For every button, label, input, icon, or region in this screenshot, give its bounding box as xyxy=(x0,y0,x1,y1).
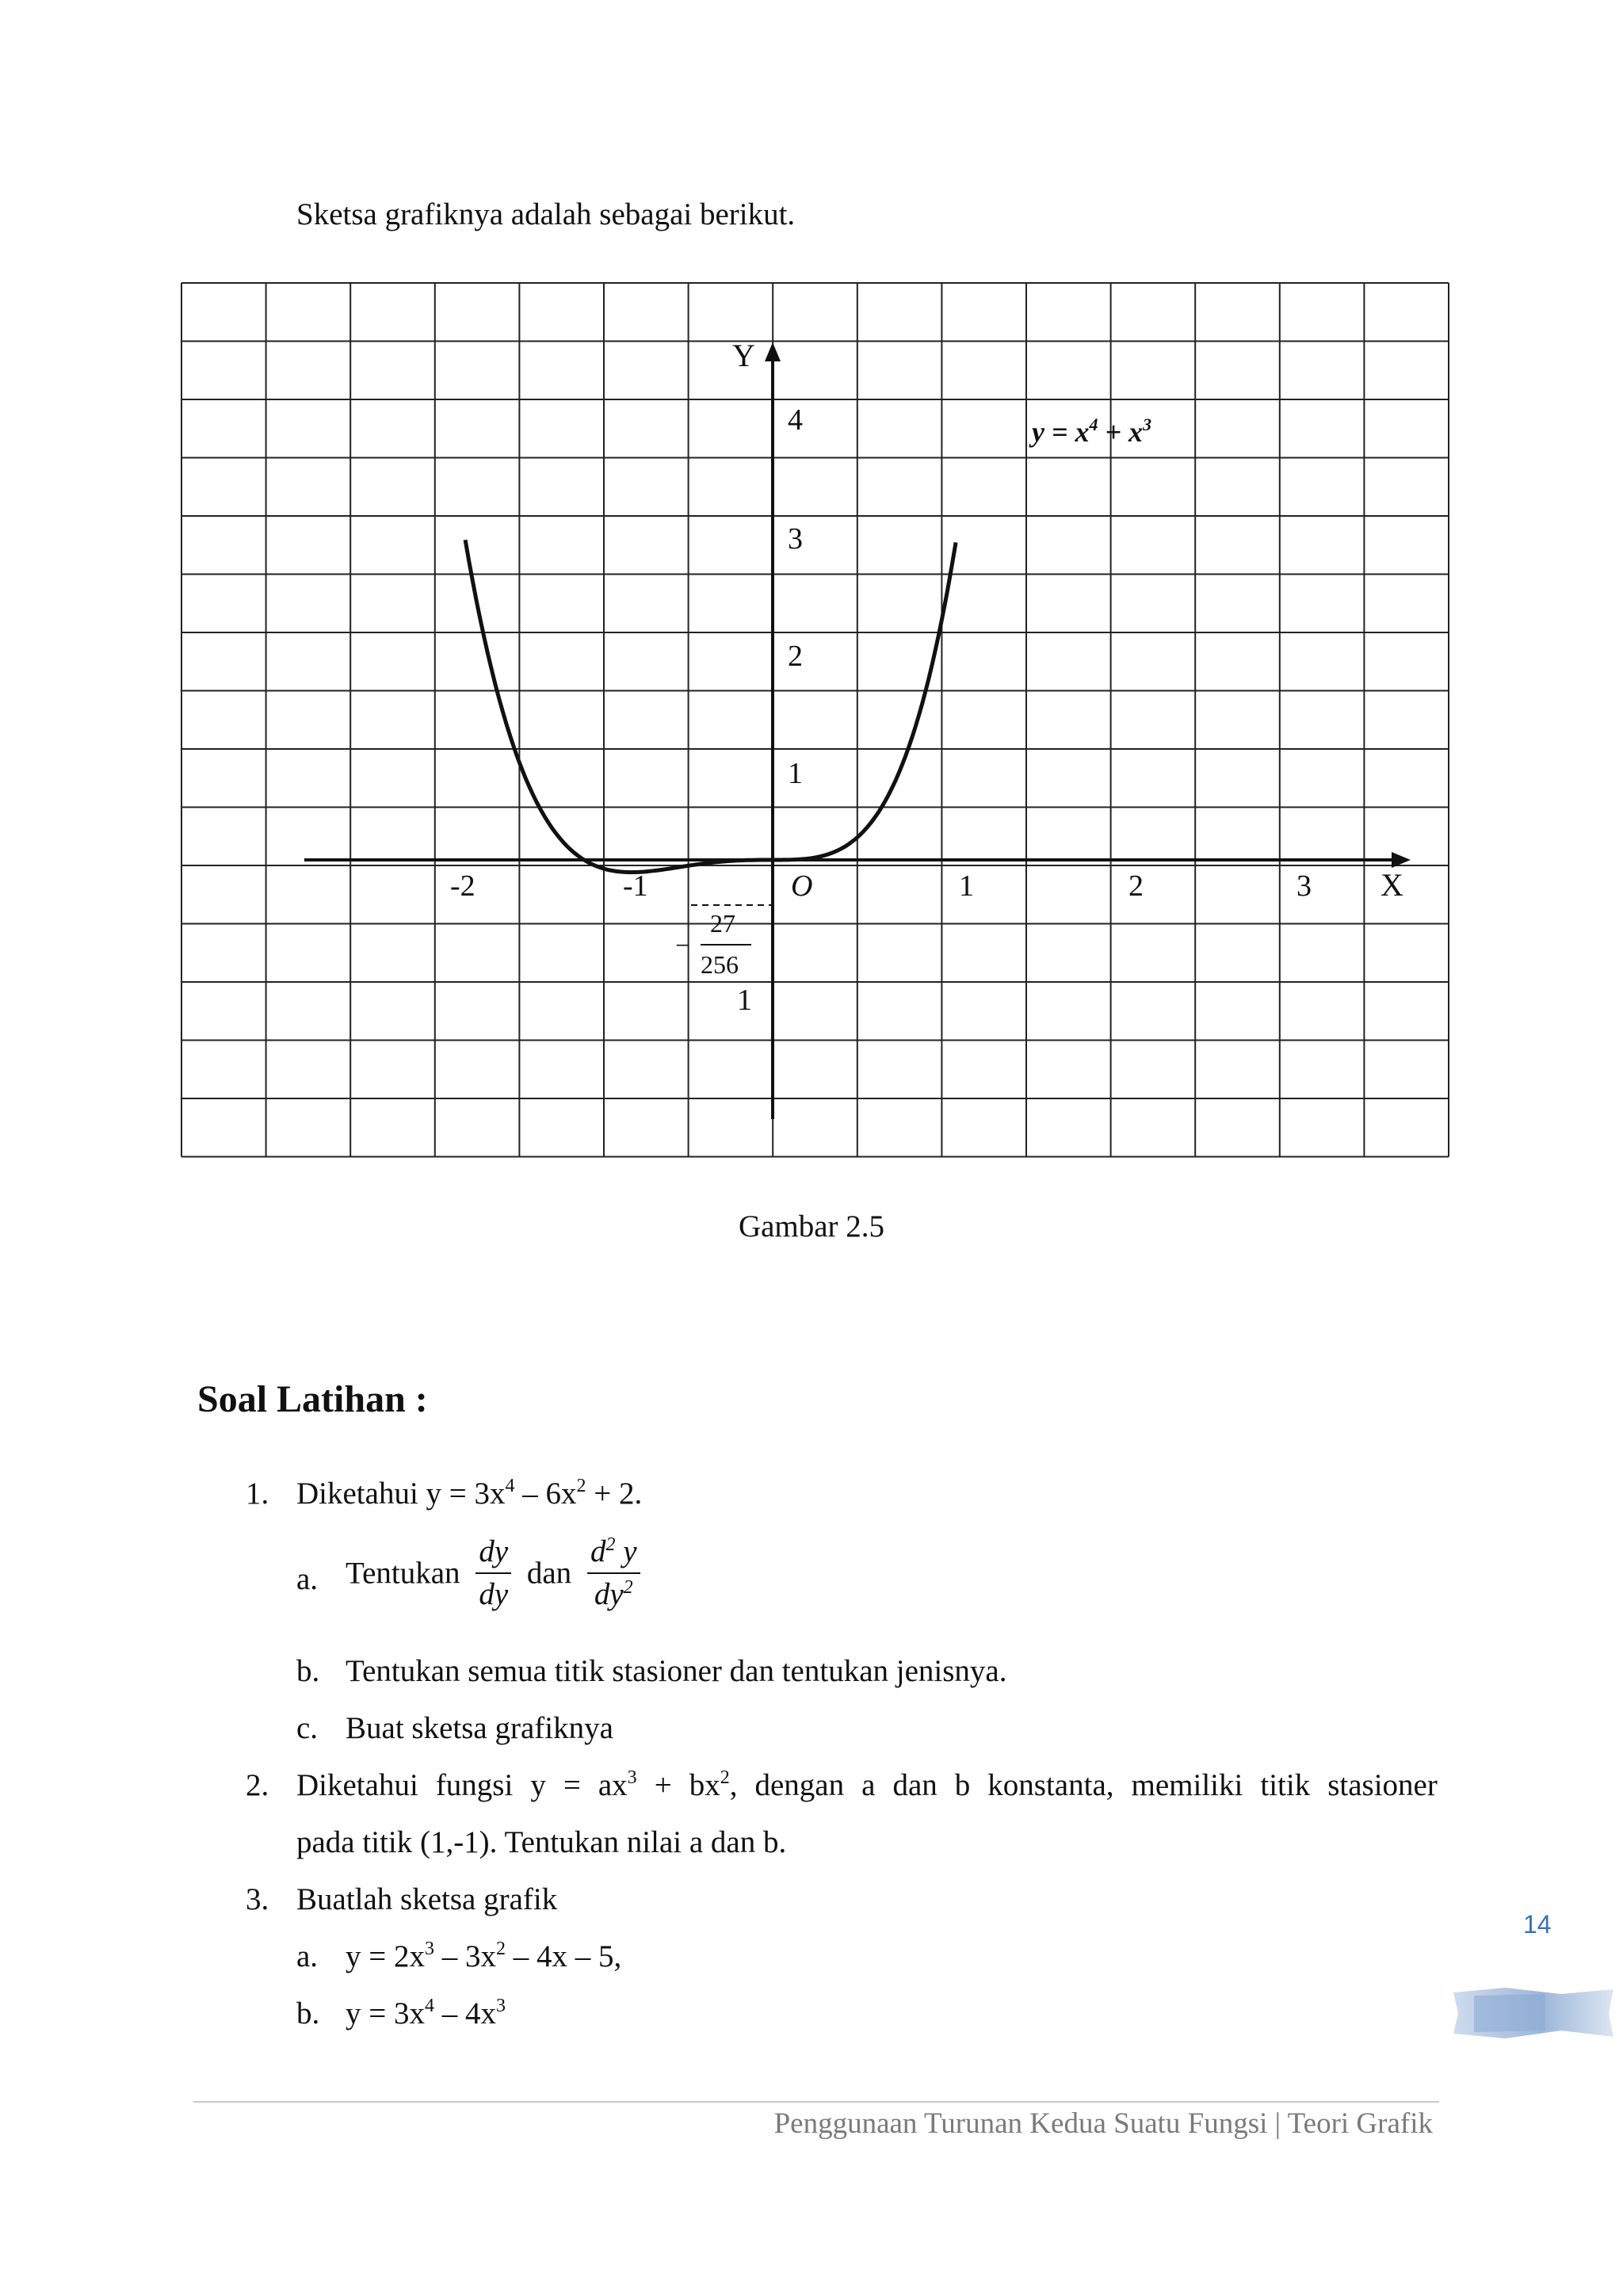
q1a-frac2-num-exp: 2 xyxy=(605,1534,616,1555)
q2-line1 xyxy=(296,1767,1438,1803)
q1a-frac1-num: dy xyxy=(475,1534,511,1574)
y-tick-1: 1 xyxy=(788,757,803,790)
q2-number: 2. xyxy=(246,1768,269,1802)
x-tick-1: 1 xyxy=(959,869,974,903)
decoration-ribbon-highlight xyxy=(1474,1994,1545,2032)
q2-bx: bx xyxy=(689,1768,720,1802)
q2-word: y xyxy=(530,1768,546,1802)
neg-y-label: 1 xyxy=(737,984,752,1017)
q1a-word: Tentukan xyxy=(346,1556,460,1591)
curve-label-exp2: 3 xyxy=(1143,415,1152,434)
q3a-mid: – 3x xyxy=(434,1939,496,1973)
q3a-exp2: 2 xyxy=(496,1939,506,1959)
q1a-frac2-den-exp: 2 xyxy=(623,1577,633,1598)
q2-line2: pada titik (1,-1). Tentukan nilai a dan b. xyxy=(296,1825,787,1859)
q1-text xyxy=(296,1476,642,1511)
q2-word: konstanta, xyxy=(987,1768,1114,1802)
q1-exp2: 2 xyxy=(576,1476,586,1496)
q1a-label: a. xyxy=(296,1562,319,1596)
curve-label-base: y = x xyxy=(1032,416,1090,448)
y-tick-4: 4 xyxy=(788,403,803,437)
page-number: 14 xyxy=(1523,1910,1552,1939)
y-axis-label: Y xyxy=(732,338,755,373)
y-axis-arrow xyxy=(765,342,781,361)
q2-word: + xyxy=(654,1768,672,1802)
q3a-exp1: 3 xyxy=(425,1939,434,1959)
q1a-frac2-den xyxy=(587,1574,640,1612)
y-tick-2: 2 xyxy=(788,640,803,673)
q2-word: memiliki xyxy=(1131,1768,1243,1802)
curve-label-exp1: 4 xyxy=(1089,415,1098,434)
footer-text: Penggunaan Turunan Kedua Suatu Fungsi | Teori Grafik xyxy=(773,2107,1433,2140)
q1-number: 1. xyxy=(246,1477,269,1511)
q1a-frac2-num-d: d xyxy=(590,1534,606,1568)
q1b-text: Tentukan semua titik stasioner dan tentukan jenisnya. xyxy=(346,1654,1007,1688)
q1c-label: c. xyxy=(296,1711,319,1745)
q1b-label: b. xyxy=(296,1654,320,1688)
function-graph xyxy=(178,279,1450,1159)
q2-word: dengan xyxy=(754,1768,845,1802)
q2-word: fungsi xyxy=(435,1768,514,1802)
origin-label: O xyxy=(791,869,813,903)
x-tick-2: 2 xyxy=(1128,869,1144,903)
q2-word: titik xyxy=(1260,1768,1311,1802)
q3a-label: a. xyxy=(296,1939,319,1973)
q2-ax: ax xyxy=(598,1768,628,1802)
q2-word: = xyxy=(563,1768,581,1802)
q2-word: Diketahui xyxy=(296,1768,418,1802)
min-value-denominator: 256 xyxy=(701,950,739,979)
q1-text-base: Diketahui y = 3x xyxy=(296,1477,506,1511)
q3a-text xyxy=(346,1939,621,1974)
q1a-frac1-den: dy xyxy=(479,1577,509,1611)
q1-exp1: 4 xyxy=(505,1476,515,1496)
grid xyxy=(181,283,1449,1157)
q3a-tail: – 4x – 5, xyxy=(506,1939,622,1973)
x-tick-3: 3 xyxy=(1296,869,1312,903)
q1a-text xyxy=(346,1534,648,1612)
min-value-numerator: 27 xyxy=(710,909,735,938)
intro-text: Sketsa grafiknya adalah sebagai berikut. xyxy=(296,197,796,231)
q1a-fraction-1 xyxy=(475,1534,511,1612)
q1-text-tail: + 2. xyxy=(586,1477,643,1511)
q1a-frac2-den-base: dy xyxy=(594,1577,624,1611)
page-corner-decoration xyxy=(1450,1981,1617,2045)
q1-text-mid: – 6x xyxy=(514,1477,577,1511)
q2-word: dan xyxy=(892,1768,938,1802)
figure-caption: Gambar 2.5 xyxy=(738,1209,885,1244)
q3b-exp1: 4 xyxy=(425,1996,434,2016)
q2-term-ax xyxy=(598,1767,637,1803)
q3a-base: y = 2x xyxy=(346,1939,425,1973)
q1a-frac2-num-y: y xyxy=(615,1534,637,1568)
q3-number: 3. xyxy=(246,1882,269,1916)
y-tick-3: 3 xyxy=(788,522,803,556)
q2-ax-exp: 3 xyxy=(627,1767,637,1788)
x-axis-label: X xyxy=(1381,867,1403,903)
q2-word: b xyxy=(954,1768,971,1802)
footer-divider xyxy=(193,2101,1439,2103)
q3b-mid: – 4x xyxy=(434,1996,496,2030)
q2-word: a xyxy=(861,1768,876,1802)
q3b-base: y = 3x xyxy=(346,1996,425,2030)
q1a-fraction-2 xyxy=(587,1534,640,1612)
curve-label-plus: + x xyxy=(1098,416,1144,448)
q1c-text: Buat sketsa grafiknya xyxy=(346,1711,613,1745)
q3b-exp2: 3 xyxy=(496,1996,506,2016)
curve-y-x4-plus-x3 xyxy=(465,540,956,872)
q3-text: Buatlah sketsa grafik xyxy=(296,1882,558,1916)
q1a-dan: dan xyxy=(526,1556,572,1591)
section-title: Soal Latihan : xyxy=(197,1378,428,1420)
x-tick-neg-1: -1 xyxy=(623,869,648,903)
q2-word: stasioner xyxy=(1327,1768,1438,1802)
q2-bx-exp: 2 xyxy=(720,1767,730,1788)
q3b-text xyxy=(346,1996,506,2031)
min-value-sign: − xyxy=(675,931,691,961)
q3b-label: b. xyxy=(296,1996,320,2030)
q2-comma: , xyxy=(729,1768,738,1802)
x-tick-neg-2: -2 xyxy=(450,869,475,903)
q2-term-bx xyxy=(689,1767,738,1803)
curve-label xyxy=(1029,415,1151,448)
q1a-frac2-num xyxy=(587,1534,640,1574)
